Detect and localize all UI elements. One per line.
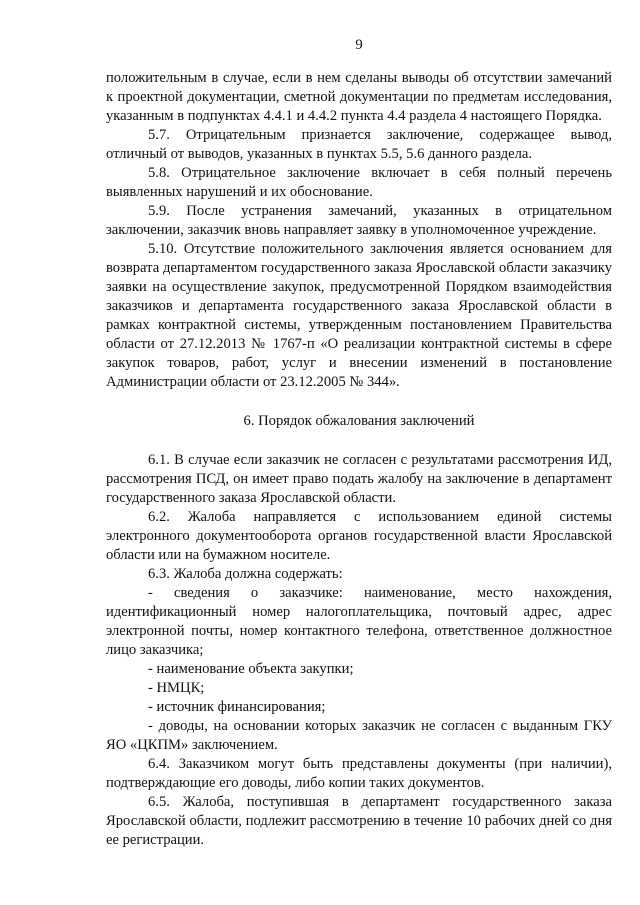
paragraph-continuation: положительным в случае, если в нем сделаны выводы об отсутствии замечаний к проектной документации, сметной документации по предметам исследования, указанным в подпунктах 4.4.1 и 4.4.2 пункта 4.4 раздела 4 настоящего Порядка. bbox=[106, 70, 612, 124]
list-item: - сведения о заказчике: наименование, место нахождения, идентификационный номер налогоплательщика, почтовый адрес, адрес электронной почты, номер контактного телефона, ответственное должностное лицо заказчика; bbox=[106, 585, 612, 658]
paragraph-6-3: 6.3. Жалоба должна содержать: bbox=[148, 566, 343, 582]
paragraph-5-9: 5.9. После устранения замечаний, указанных в отрицательном заключении, заказчик вновь направляет заявку в уполномоченное учреждение. bbox=[106, 203, 612, 238]
list-item: - НМЦК; bbox=[148, 680, 205, 696]
list-item: - доводы, на основании которых заказчик не согласен с выданным ГКУ ЯО «ЦКПМ» заключением. bbox=[106, 718, 612, 753]
list-item: - наименование объекта закупки; bbox=[148, 661, 354, 677]
list-item: - источник финансирования; bbox=[148, 699, 326, 715]
section-heading: 6. Порядок обжалования заключений bbox=[243, 413, 475, 429]
paragraph-6-1: 6.1. В случае если заказчик не согласен с результатами рассмотрения ИД, рассмотрения ПСД, он имеет право подать жалобу на заключение в департамент государственного заказа Ярославской области. bbox=[106, 452, 612, 506]
paragraph-5-7: 5.7. Отрицательным признается заключение, содержащее вывод, отличный от выводов, указанных в пунктах 5.5, 5.6 данного раздела. bbox=[106, 127, 612, 162]
paragraph-6-2: 6.2. Жалоба направляется с использованием единой системы электронного документооборота органов государственной власти Ярославской области или на бумажном носителе. bbox=[106, 509, 612, 563]
paragraph-5-8: 5.8. Отрицательное заключение включает в себя полный перечень выявленных нарушений и их обоснование. bbox=[106, 165, 612, 200]
paragraph-5-10: 5.10. Отсутствие положительного заключения является основанием для возврата департаментом государственного заказа Ярославской области заказчику заявки на осуществление закупок, предусмотренной Порядком взаимодействия заказчиков и департамента государственного заказа Ярославской области в рамках контрактной системы, утвержденным постановлением Правительства области от 27.12.2013 № 1767-п «О реализации контрактной системы в сфере закупок товаров, работ, услуг и внесении изменений в постановление Администрации области от 23.12.2005 № 344». bbox=[106, 241, 612, 390]
paragraph-6-4: 6.4. Заказчиком могут быть представлены документы (при наличии), подтверждающие его доводы, либо копии таких документов. bbox=[106, 756, 612, 791]
document-body bbox=[106, 69, 612, 850]
page-number: 9 bbox=[355, 37, 363, 53]
paragraph-6-5: 6.5. Жалоба, поступившая в департамент государственного заказа Ярославской области, подлежит рассмотрению в течение 10 рабочих дней со дня ее регистрации. bbox=[106, 794, 612, 848]
